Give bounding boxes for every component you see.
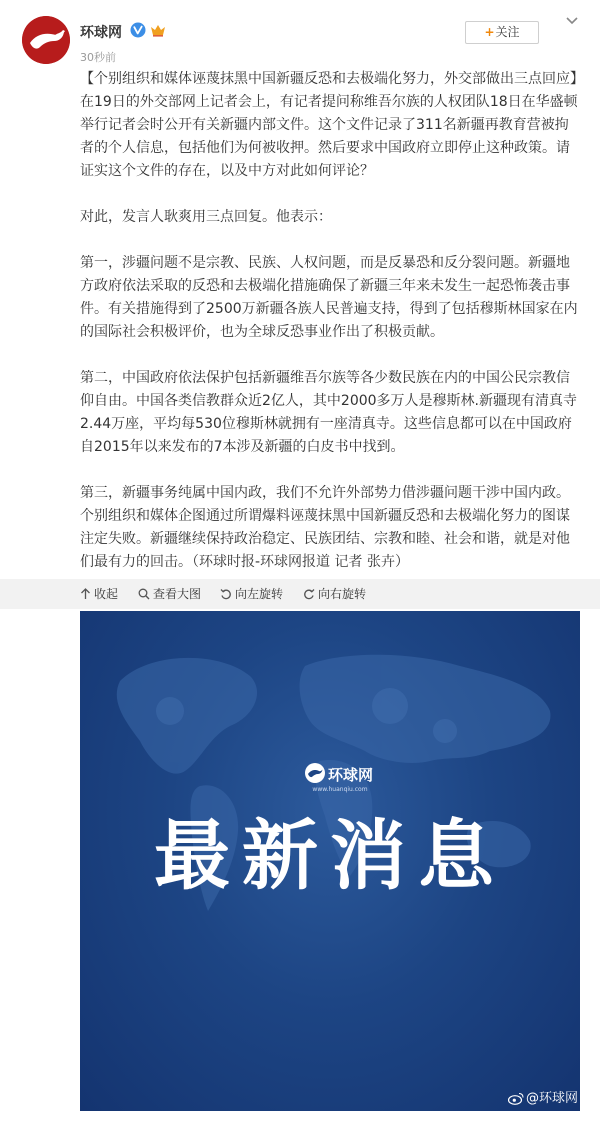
author-name[interactable]: 环球网 [80,25,122,41]
post-image[interactable] [80,611,580,1111]
post-paragraph: 第三，新疆事务纯属中国内政，我们不允许外部势力借涉疆问题干涉中国内政。个别组织和媒体企图通过所谓爆料诬蔑抹黑中国新疆反恐和去极端化努力的图谋注定失败。新疆继续保持政治稳定、民族团结、宗教和睦、社会和谐，就是对他们最有力的回击。（环球时报-环球网报道 记者 张卉） [80,485,570,570]
eagle-logo-icon [22,16,70,64]
weibo-watermark [508,1087,578,1106]
brand-domain: www.huanqiu.com [312,786,368,793]
post-paragraph: 第一，涉疆问题不是宗教、民族、人权问题，而是反暴恐和反分裂问题。新疆地方政府依法采取的反恐和去极端化措施确保了新疆三年来未发生一起恐怖袭击事件。有关措施得到了2500万新疆各族人民普遍支持，得到了包括穆斯林国家在内的国际社会积极评价，也为全球反恐事业作出了积极贡献。 [80,255,578,340]
rotate-left-label: 向左旋转 [235,587,284,601]
post-paragraph: 第二，中国政府依法保护包括新疆维吾尔族等各少数民族在内的中国公民宗教信仰自由。中国各类信教群众近2亿人，其中2000多万人是穆斯林.新疆现有清真寺2.44万座，平均每530位穆斯林就拥有一座清真寺。这些信息都可以在中国政府自2015年以来发布的7本涉及新疆的白皮书中找到。 [80,370,577,455]
image-headline: 最新消息 [154,811,506,900]
rotate-right-label: 向右旋转 [318,587,367,601]
follow-button[interactable] [465,21,539,44]
post-paragraph: 对此，发言人耿爽用三点回复。他表示： [80,209,332,225]
post-header [0,0,600,70]
post-paragraph: 【个别组织和媒体诬蔑抹黑中国新疆反恐和去极端化努力，外交部做出三点回应】在19日的外交部网上记者会上，有记者提问称维吾尔族的人权团队18日在华盛顿举行记者会时公开有关新疆内部文件。这个文件记录了311名新疆再教育营被拘者的个人信息，包括他们为何被收押。然后要求中国政府立即停止这种政策。请证实这个文件的存在，以及中方对此如何评论？ [80,71,578,179]
post-timestamp[interactable]: 30秒前 [80,51,116,64]
collapse-label: 收起 [94,587,119,601]
brand-name: 环球网 [328,766,374,784]
post-body [80,68,580,574]
image-toolbar [0,579,600,609]
verified-v-icon [130,22,146,38]
rotate-right-button[interactable] [303,586,366,602]
rotate-left-button[interactable] [220,586,283,602]
rotate-left-icon [220,588,232,600]
view-large-button[interactable] [138,586,201,602]
plus-icon: + [484,25,495,39]
brand-eagle-icon [305,763,325,783]
collapse-button[interactable] [80,586,118,602]
weibo-logo-icon [508,1092,524,1105]
arrow-up-icon [80,588,91,600]
view-large-label: 查看大图 [153,587,202,601]
crown-badge-icon[interactable] [150,23,166,37]
chevron-down-icon[interactable] [565,16,579,26]
follow-label: 关注 [495,25,520,39]
watermark-text: @环球网 [526,1091,579,1106]
avatar[interactable] [22,16,70,64]
magnifier-icon [138,588,150,600]
rotate-right-icon [303,588,315,600]
brand-logo [305,763,405,785]
